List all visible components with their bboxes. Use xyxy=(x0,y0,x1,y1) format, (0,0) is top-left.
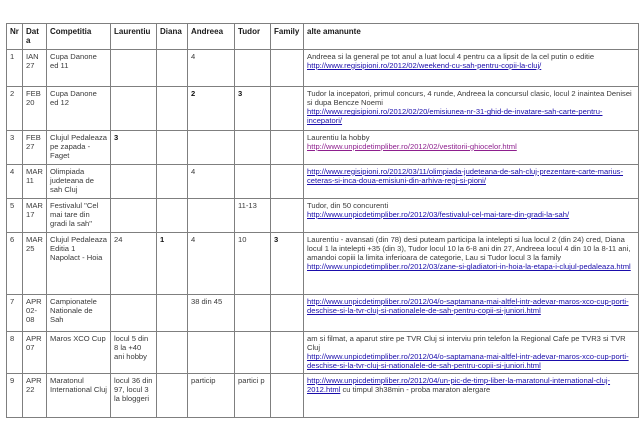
cell-laurentiu xyxy=(111,198,157,232)
cell-diana xyxy=(157,164,188,198)
cell-family: 3 xyxy=(271,232,304,294)
cell-tudor xyxy=(235,331,271,373)
cell-competitia: Olimpiada judeteana de sah Cluj xyxy=(47,164,111,198)
details-link[interactable]: http://www.unpicdetimpliber.ro/2012/02/vestitorii-ghiocelor.html xyxy=(307,141,517,151)
header-alte-amanunte: alte amanunte xyxy=(304,24,639,50)
table-row xyxy=(7,232,639,294)
cell-data: FEB 27 xyxy=(23,130,47,164)
cell-andreea xyxy=(188,198,235,232)
cell-andreea: particip xyxy=(188,373,235,417)
table-row xyxy=(7,49,639,86)
details-link[interactable]: http://www.unpicdetimpliber.ro/2012/03/zane-si-gladiatori-in-hoia-la-etapa-i-clujul-pedaleaza.html xyxy=(307,262,631,272)
header-row xyxy=(7,24,639,50)
cell-competitia: Clujul Pedaleaza Editia 1 Napolact - Hoia xyxy=(47,232,111,294)
cell-andreea xyxy=(188,331,235,373)
cell-andreea: 4 xyxy=(188,49,235,86)
cell-diana xyxy=(157,86,188,130)
header-family: Family xyxy=(271,24,304,50)
cell-family xyxy=(271,294,304,331)
cell-data: APR 02-08 xyxy=(23,294,47,331)
cell-details xyxy=(304,198,639,232)
header-nr: Nr xyxy=(7,24,23,50)
details-link[interactable]: http://www.regisipioni.ro/2012/02/20/emisiunea-nr-31-ghid-de-invatare-sah-carte-pentru-incepatori/ xyxy=(307,107,603,126)
details-text: Laurentiu - avansati (din 78) desi puteam participa la intelepti si lua locul 2 (din 24) cred, Diana locul 1 la intelepti +35 (din 3), Tudor locul 10 la 6-8 ani din 27, Andreea locul 4 din 10 la 8-11 ani, amandoi copiii la limita inferioara de categorie, Lau si Tudor locul 3 la family xyxy=(307,234,631,263)
cell-nr: 9 xyxy=(7,373,23,417)
cell-laurentiu xyxy=(111,294,157,331)
cell-tudor xyxy=(235,164,271,198)
cell-details xyxy=(304,294,639,331)
cell-data: APR 22 xyxy=(23,373,47,417)
cell-nr: 2 xyxy=(7,86,23,130)
details-text: am si filmat, a aparut stire pe TVR Cluj si interviu prin telefon la Regional Cafe pe TVR3 si TVR Cluj xyxy=(307,333,626,352)
cell-andreea: 4 xyxy=(188,232,235,294)
cell-details xyxy=(304,86,639,130)
cell-details xyxy=(304,49,639,86)
header-laurentiu: Laurentiu xyxy=(111,24,157,50)
cell-laurentiu xyxy=(111,164,157,198)
cell-laurentiu: locul 5 din 8 la +40 ani hobby xyxy=(111,331,157,373)
cell-family xyxy=(271,164,304,198)
details-link[interactable]: http://www.unpicdetimpliber.ro/2012/04/o-saptamana-mai-altfel-intr-adevar-maros-xco-cup-porti-deschise-si-la-tvr-cluj-si-nationalele-de-sah-pentru-copii-si-juniori.html xyxy=(307,352,629,371)
cell-nr: 1 xyxy=(7,49,23,86)
cell-family xyxy=(271,198,304,232)
cell-tudor: 10 xyxy=(235,232,271,294)
cell-laurentiu: 24 xyxy=(111,232,157,294)
cell-competitia: Maros XCO Cup xyxy=(47,331,111,373)
cell-laurentiu: locul 36 din 97, locul 3 la bloggeri xyxy=(111,373,157,417)
cell-family xyxy=(271,331,304,373)
cell-competitia: Cupa Danone ed 12 xyxy=(47,86,111,130)
cell-details xyxy=(304,130,639,164)
table-row xyxy=(7,294,639,331)
details-text: Laurentiu la hobby xyxy=(307,132,370,142)
cell-laurentiu xyxy=(111,49,157,86)
cell-details xyxy=(304,164,639,198)
cell-diana xyxy=(157,49,188,86)
details-link[interactable]: http://www.unpicdetimpliber.ro/2012/04/un-pic-de-timp-liber-la-maratonul-international-cluj-2012.html xyxy=(307,375,611,395)
cell-diana xyxy=(157,373,188,417)
cell-data: MAR 11 xyxy=(23,164,47,198)
table-row xyxy=(7,373,639,417)
cell-data: MAR 17 xyxy=(23,198,47,232)
details-text: Andreea si la general pe tot anul a luat locul 4 pentru ca a lipsit de la cel putin o editie xyxy=(307,51,595,61)
cell-details xyxy=(304,373,639,417)
cell-andreea: 2 xyxy=(188,86,235,130)
cell-data: IAN 27 xyxy=(23,49,47,86)
table-row xyxy=(7,164,639,198)
table-row xyxy=(7,86,639,130)
competitions-table xyxy=(6,23,639,418)
header-competitia: Competitia xyxy=(47,24,111,50)
cell-laurentiu xyxy=(111,86,157,130)
cell-nr: 4 xyxy=(7,164,23,198)
cell-andreea xyxy=(188,130,235,164)
table-row xyxy=(7,130,639,164)
table-row xyxy=(7,198,639,232)
cell-nr: 5 xyxy=(7,198,23,232)
cell-competitia: Campionatele Nationale de Sah xyxy=(47,294,111,331)
header-data: Data xyxy=(23,24,47,50)
cell-tudor xyxy=(235,49,271,86)
details-text: Tudor, din 50 concurenti xyxy=(307,200,389,210)
cell-data: APR 07 xyxy=(23,331,47,373)
header-andreea: Andreea xyxy=(188,24,235,50)
cell-family xyxy=(271,373,304,417)
cell-andreea: 4 xyxy=(188,164,235,198)
cell-laurentiu: 3 xyxy=(111,130,157,164)
cell-competitia: Cupa Danone ed 11 xyxy=(47,49,111,86)
cell-tudor: 11-13 xyxy=(235,198,271,232)
cell-tudor xyxy=(235,294,271,331)
cell-tudor: 3 xyxy=(235,86,271,130)
cell-nr: 6 xyxy=(7,232,23,294)
details-link[interactable]: http://www.unpicdetimpliber.ro/2012/03/festivalul-cel-mai-tare-din-gradi-la-sah/ xyxy=(307,209,570,219)
cell-details xyxy=(304,232,639,294)
header-diana: Diana xyxy=(157,24,188,50)
cell-competitia: Maratonul International Cluj xyxy=(47,373,111,417)
cell-diana xyxy=(157,294,188,331)
cell-competitia: Festivalul "Cel mai tare din gradi la sah" xyxy=(47,198,111,232)
cell-nr: 7 xyxy=(7,294,23,331)
header-tudor: Tudor xyxy=(235,24,271,50)
cell-competitia: Clujul Pedaleaza pe zapada - Faget xyxy=(47,130,111,164)
details-text: cu timpul 3h38min - proba maraton alergare xyxy=(340,385,491,395)
cell-family xyxy=(271,130,304,164)
cell-diana xyxy=(157,198,188,232)
cell-diana: 1 xyxy=(157,232,188,294)
cell-data: MAR 25 xyxy=(23,232,47,294)
cell-data: FEB 20 xyxy=(23,86,47,130)
cell-diana xyxy=(157,331,188,373)
cell-family xyxy=(271,49,304,86)
details-link[interactable]: http://www.regisipioni.ro/2012/03/11/olimpiada-judeteana-de-sah-cluj-prezentare-carte-marius-ceteras-si-inca-doua-emisiuni-din-arhiva-regi-si-pioni/ xyxy=(307,166,624,185)
table-row xyxy=(7,331,639,373)
cell-family xyxy=(271,86,304,130)
cell-andreea: 38 din 45 xyxy=(188,294,235,331)
cell-diana xyxy=(157,130,188,164)
details-link[interactable]: http://www.regisipioni.ro/2012/02/weekend-cu-sah-pentru-copii-la-cluj/ xyxy=(307,60,542,70)
details-text: Tudor la incepatori, primul concurs, 4 runde, Andreea la concursul clasic, locul 2 inaintea Denisei si dupa Bencze Noemi xyxy=(307,88,632,107)
cell-tudor xyxy=(235,130,271,164)
details-link[interactable]: http://www.unpicdetimpliber.ro/2012/04/o-saptamana-mai-altfel-intr-adevar-maros-xco-cup-porti-deschise-si-la-tvr-cluj-si-nationalele-de-sah-pentru-copii-si-juniori.html xyxy=(307,296,629,315)
cell-details xyxy=(304,331,639,373)
cell-nr: 3 xyxy=(7,130,23,164)
cell-tudor: partici p xyxy=(235,373,271,417)
cell-nr: 8 xyxy=(7,331,23,373)
